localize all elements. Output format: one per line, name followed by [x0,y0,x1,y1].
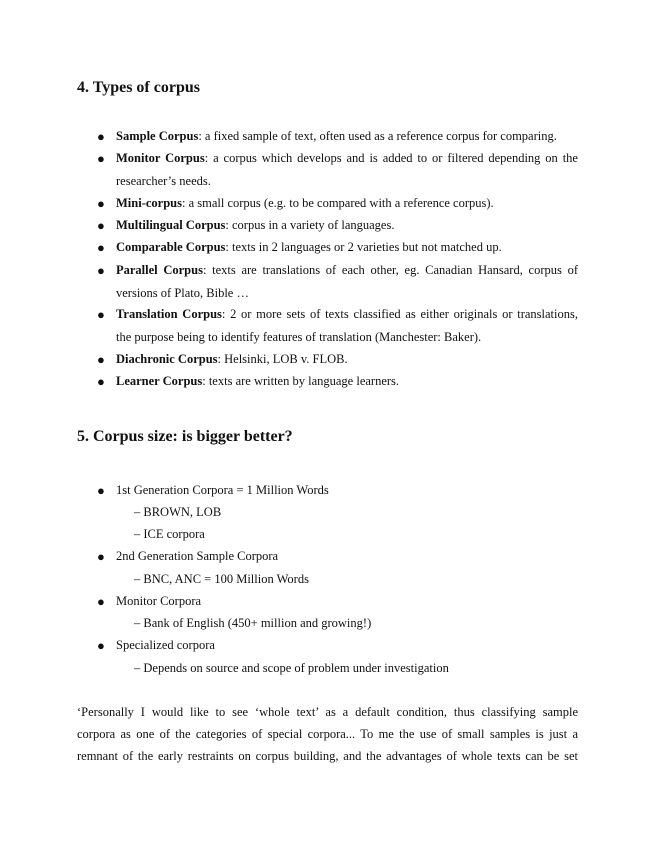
list-item: 1st Generation Corpora = 1 Million Words [116,483,329,497]
quote-line: ‘Personally I would like to see ‘whole text’ as a default condition, thus classifying sample [77,705,578,719]
list-item [116,218,578,232]
item-text: : texts are written by language learners. [202,374,400,388]
item-text: : a corpus which develops and is added to or filtered depending on the [204,151,578,165]
bullet-icon: ● [97,307,105,322]
list-item: Monitor Corpora [116,594,202,608]
sub-item: – ICE corpora [134,527,205,541]
bullet-icon: ● [97,240,105,255]
list-item-continuation: versions of Plato, Bible … [116,286,249,300]
item-term: Parallel Corpus [116,263,203,277]
bullet-icon: ● [97,129,105,144]
list-item [116,352,578,366]
item-text: : texts are translations of each other, eg. Canadian Hansard, corpus of [202,263,579,277]
item-text: : texts in 2 languages or 2 varieties but not matched up. [225,240,502,254]
bullet-icon: ● [97,549,105,564]
item-term: Diachronic Corpus [116,352,218,366]
sub-item: – BROWN, LOB [134,505,222,519]
list-item: Specialized corpora [116,638,215,652]
bullet-icon: ● [97,483,105,498]
item-text: : Helsinki, LOB v. FLOB. [217,352,348,366]
bullet-icon: ● [97,352,105,367]
list-item-continuation: researcher’s needs. [116,174,211,188]
item-term: Monitor Corpus [116,151,205,165]
item-term: Multilingual Corpus [116,218,226,232]
item-text: : a small corpus (e.g. to be compared with a reference corpus). [181,196,494,210]
list-item [116,196,578,210]
bullet-icon: ● [97,594,105,609]
list-item [116,307,578,321]
item-term: Mini-corpus [116,196,182,210]
item-text: : 2 or more sets of texts classified as either originals or translations, [221,307,578,321]
sub-item: – Depends on source and scope of problem under investigation [134,661,449,675]
sub-item: – BNC, ANC = 100 Million Words [134,572,309,586]
quote-line: corpora as one of the categories of special corpora... To me the use of small samples is just a [77,727,578,741]
list-item-continuation: the purpose being to identify features of translation (Manchester: Baker). [116,330,482,344]
bullet-icon: ● [97,263,105,278]
bullet-icon: ● [97,151,105,166]
bullet-icon: ● [97,638,105,653]
item-text: : corpus in a variety of languages. [225,218,395,232]
bullet-icon: ● [97,374,105,389]
bullet-icon: ● [97,196,105,211]
section-4-heading: 4. Types of corpus [77,79,200,96]
quote-line: remnant of the early restraints on corpus building, and the advantages of whole texts can be set [77,749,578,763]
list-item: 2nd Generation Sample Corpora [116,549,279,563]
sub-item: – Bank of English (450+ million and growing!) [134,616,372,630]
list-item [116,129,578,143]
list-item [116,240,578,254]
item-term: Sample Corpus [116,129,199,143]
item-term: Comparable Corpus [116,240,226,254]
list-item [116,374,578,388]
item-text: : a fixed sample of text, often used as a reference corpus for comparing. [198,129,557,143]
list-item [116,263,578,277]
item-term: Translation Corpus [116,307,222,321]
item-term: Learner Corpus [116,374,203,388]
section-5-heading: 5. Corpus size: is bigger better? [77,428,293,445]
list-item [116,151,578,165]
bullet-icon: ● [97,218,105,233]
